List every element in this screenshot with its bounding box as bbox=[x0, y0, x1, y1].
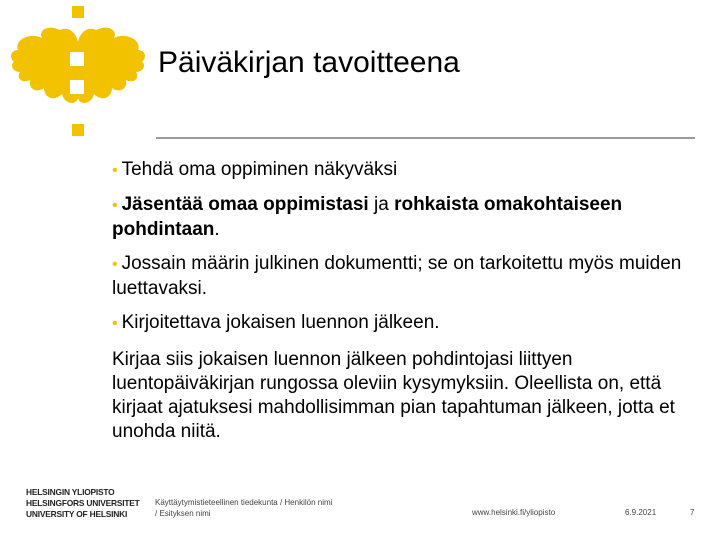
bullet-text-bold: Jäsentää omaa oppimistasi bbox=[121, 194, 369, 215]
footer-unit bbox=[155, 497, 332, 519]
body-paragraph: Kirjaa siis jokaisen luennon jälkeen pohdintojasi liittyen luentopäiväkirjan rungossa oleviin kysymyksiin. Oleellista on, että kirjaat ajatuksesi mahdollisimman pian tapahtuman jälkeen, jotta et unohda niitä. bbox=[112, 349, 675, 442]
footer-date: 6.9.2021 bbox=[625, 508, 657, 517]
bullet-item bbox=[112, 311, 702, 336]
footer-url[interactable]: www.helsinki.fi/yliopisto bbox=[472, 508, 556, 517]
bullet-item bbox=[112, 193, 702, 242]
bullet-text-bold: rohkaista omakohtaiseen pohdintaan bbox=[112, 194, 623, 240]
bullet-text: Tehdä oma oppiminen näkyväksi bbox=[121, 159, 398, 180]
slide-content bbox=[112, 158, 702, 444]
bullet-text: ja bbox=[368, 194, 395, 215]
bullet-item bbox=[112, 158, 702, 183]
wordmark-line: HELSINGIN YLIOPISTO bbox=[26, 487, 115, 497]
wordmark-line: UNIVERSITY OF HELSINKI bbox=[26, 509, 128, 519]
bullet-dot-icon: • bbox=[112, 315, 118, 332]
bullet-dot-icon: • bbox=[112, 162, 118, 179]
footer-unit-line: Käyttäytymistieteellinen tiedekunta / Henkilön nimi bbox=[155, 498, 333, 507]
university-wordmark bbox=[26, 487, 140, 520]
bullet-text: Kirjoitettava jokaisen luennon jälkeen. bbox=[121, 312, 440, 333]
bullet-item bbox=[112, 252, 702, 301]
bullet-text: . bbox=[214, 219, 220, 240]
slide-title: Päiväkirjan tavoitteena bbox=[158, 46, 460, 79]
wordmark-line: HELSINGFORS UNIVERSITET bbox=[26, 498, 140, 508]
title-divider bbox=[156, 137, 695, 139]
flame-logo-icon bbox=[8, 6, 150, 148]
page-number: 7 bbox=[690, 508, 695, 517]
footer-unit-line: / Esityksen nimi bbox=[155, 509, 211, 518]
bullet-dot-icon: • bbox=[112, 197, 118, 214]
bullet-text: Jossain määrin julkinen dokumentti; se on tarkoitettu myös muiden luettavaksi. bbox=[112, 253, 682, 299]
bullet-dot-icon: • bbox=[112, 256, 118, 273]
